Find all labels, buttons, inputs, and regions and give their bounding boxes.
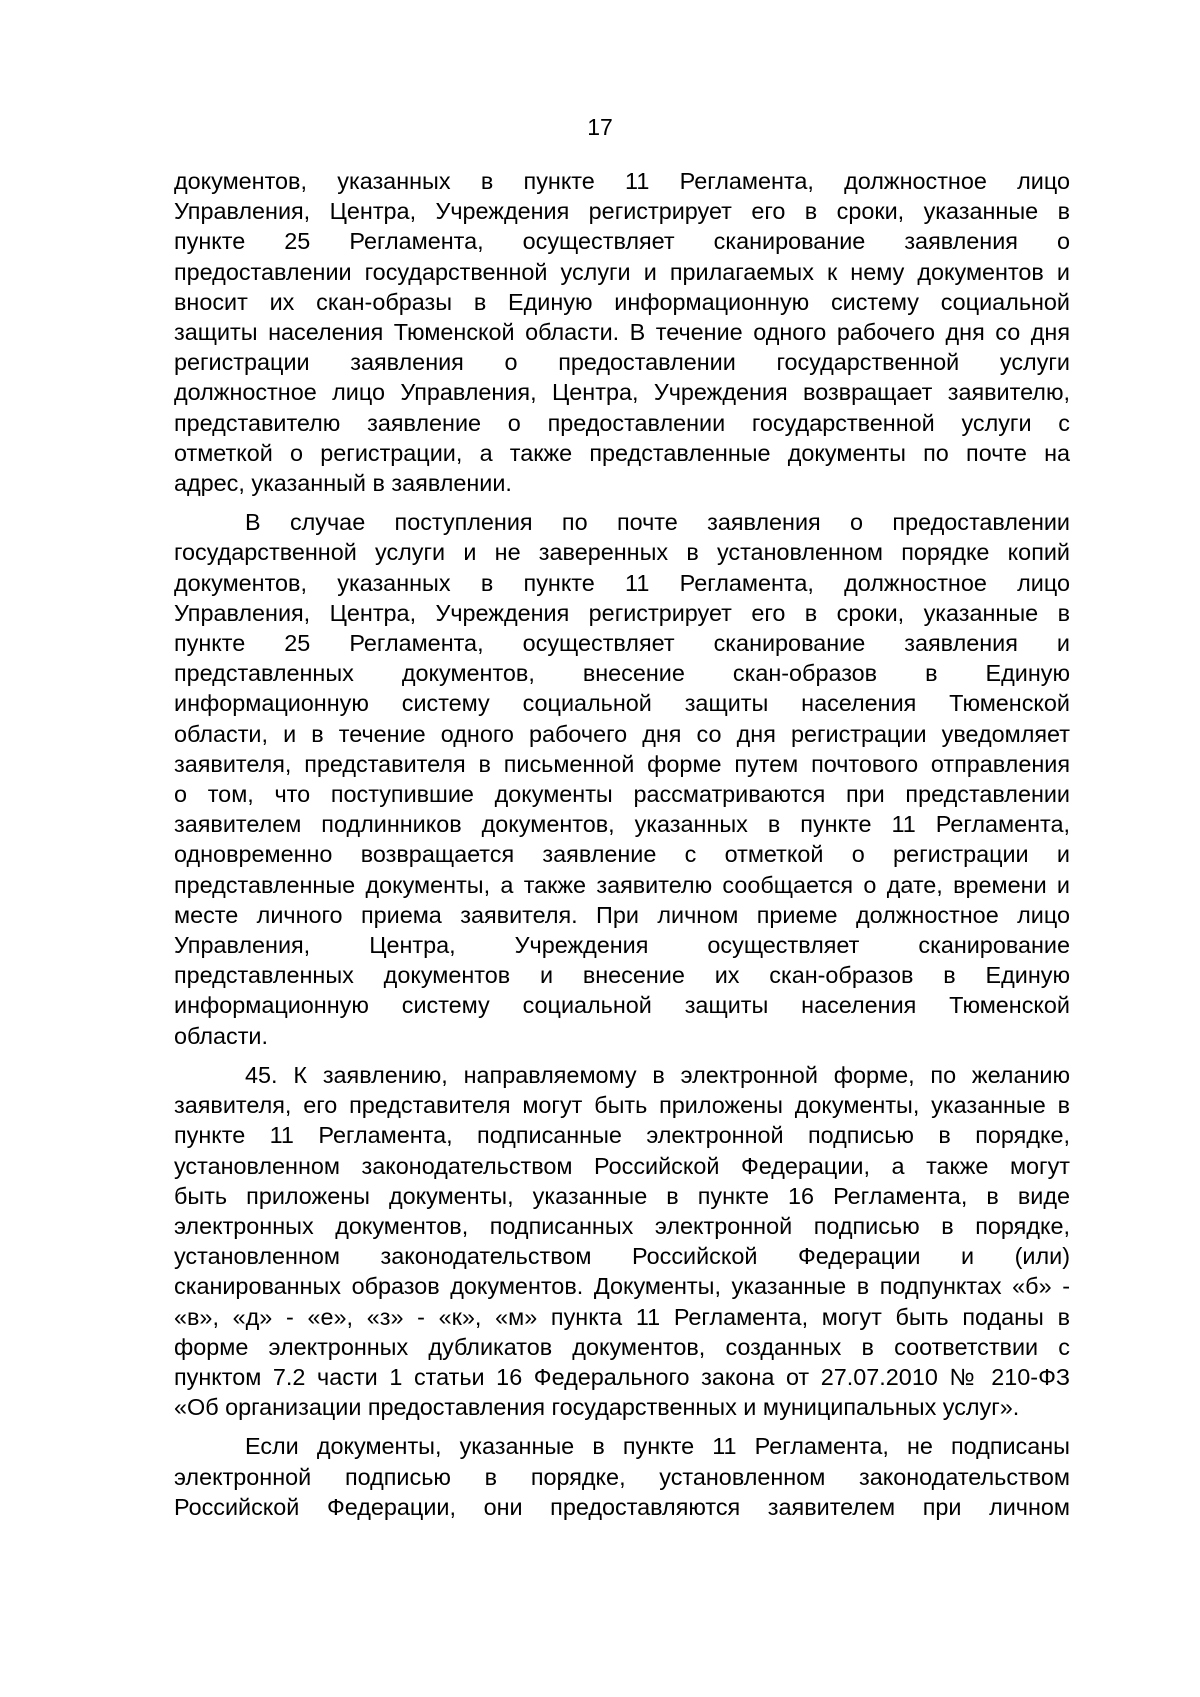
text-line: пунктом 7.2 части 1 статьи 16 Федерального закона от 27.07.2010 № 210-ФЗ [174, 1363, 1070, 1390]
text-line: форме электронных дубликатов документов, созданных в соответствии с [174, 1333, 1070, 1360]
text-line: Если документы, указанные в пункте 11 Регламента, не подписаны [245, 1433, 1070, 1460]
text-line: информационную систему социальной защиты населения Тюменской [174, 690, 1070, 717]
text-line: адрес, указанный в заявлении. [174, 470, 512, 497]
text-line: Управления, Центра, Учреждения регистрирует его в сроки, указанные в [174, 198, 1070, 225]
paragraph [174, 166, 1070, 498]
paragraph-gap [174, 1051, 1070, 1060]
text-line: Российской Федерации, они предоставляются заявителем при личном [174, 1493, 1070, 1520]
text-line: пункте 25 Регламента, осуществляет сканирование заявления о [174, 228, 1070, 255]
text-line: электронных документов, подписанных электронной подписью в порядке, [174, 1212, 1070, 1239]
text-line: документов, указанных в пункте 11 Регламента, должностное лицо [174, 168, 1070, 194]
document-body [174, 166, 1070, 1522]
text-line: области. [174, 1022, 268, 1049]
text-line: Управления, Центра, Учреждения осуществляет сканирование [174, 932, 1070, 959]
text-line: одновременно возвращается заявление с отметкой о регистрации и [174, 841, 1070, 868]
text-line: сканированных образов документов. Документы, указанные в подпунктах «б» - [174, 1273, 1070, 1300]
text-line: «Об организации предоставления государственных и муниципальных услуг». [174, 1394, 1020, 1421]
page-number: 17 [587, 114, 613, 140]
text-line: представленных документов и внесение их скан-образов в Единую [174, 962, 1070, 989]
text-line: установленном законодательством Российской Федерации и (или) [174, 1243, 1070, 1270]
text-line: области, и в течение одного рабочего дня со дня регистрации уведомляет [174, 720, 1070, 747]
paragraph [174, 507, 1070, 1051]
text-line: быть приложены документы, указанные в пункте 16 Регламента, в виде [174, 1182, 1070, 1209]
text-line: заявителя, представителя в письменной форме путем почтового отправления [174, 750, 1070, 777]
text-line: информационную систему социальной защиты населения Тюменской [174, 992, 1070, 1019]
text-line: заявителя, его представителя могут быть приложены документы, указанные в [174, 1092, 1070, 1119]
text-line: В случае поступления по почте заявления о предоставлении [245, 509, 1070, 536]
text-line: пункте 11 Регламента, подписанные электронной подписью в порядке, [174, 1122, 1070, 1149]
text-line: защиты населения Тюменской области. В течение одного рабочего дня со дня [174, 319, 1070, 346]
text-line: 45. К заявлению, направляемому в электронной форме, по желанию [245, 1061, 1070, 1088]
text-line: документов, указанных в пункте 11 Регламента, должностное лицо [174, 569, 1070, 596]
text-line: должностное лицо Управления, Центра, Учреждения возвращает заявителю, [174, 379, 1070, 406]
text-line: отметкой о регистрации, а также представленные документы по почте на [174, 439, 1070, 466]
paragraph [174, 1431, 1070, 1522]
text-line: «в», «д» - «е», «з» - «к», «м» пункта 11 Регламента, могут быть поданы в [174, 1303, 1070, 1330]
text-line: о том, что поступившие документы рассматриваются при представлении [174, 781, 1070, 808]
paragraph-gap [174, 498, 1070, 507]
text-line: представителю заявление о предоставлении государственной услуги с [174, 409, 1070, 436]
text-line: месте личного приема заявителя. При личном приеме должностное лицо [174, 901, 1070, 928]
text-line: представленных документов, внесение скан-образов в Единую [174, 660, 1070, 687]
text-line: пункте 25 Регламента, осуществляет сканирование заявления и [174, 630, 1070, 657]
text-line: заявителем подлинников документов, указанных в пункте 11 Регламента, [174, 811, 1070, 838]
text-line: вносит их скан-образы в Единую информационную систему социальной [174, 288, 1070, 315]
text-line: электронной подписью в порядке, установленном законодательством [174, 1463, 1070, 1490]
paragraph-gap [174, 1422, 1070, 1431]
text-line: предоставлении государственной услуги и прилагаемых к нему документов и [174, 258, 1070, 285]
paragraph [174, 1060, 1070, 1422]
text-line: Управления, Центра, Учреждения регистрирует его в сроки, указанные в [174, 599, 1070, 626]
text-line: государственной услуги и не заверенных в установленном порядке копий [174, 539, 1070, 566]
text-line: установленном законодательством Российской Федерации, а также могут [174, 1152, 1070, 1179]
text-line: представленные документы, а также заявителю сообщается о дате, времени и [174, 871, 1070, 898]
text-line: регистрации заявления о предоставлении государственной услуги [174, 349, 1070, 376]
